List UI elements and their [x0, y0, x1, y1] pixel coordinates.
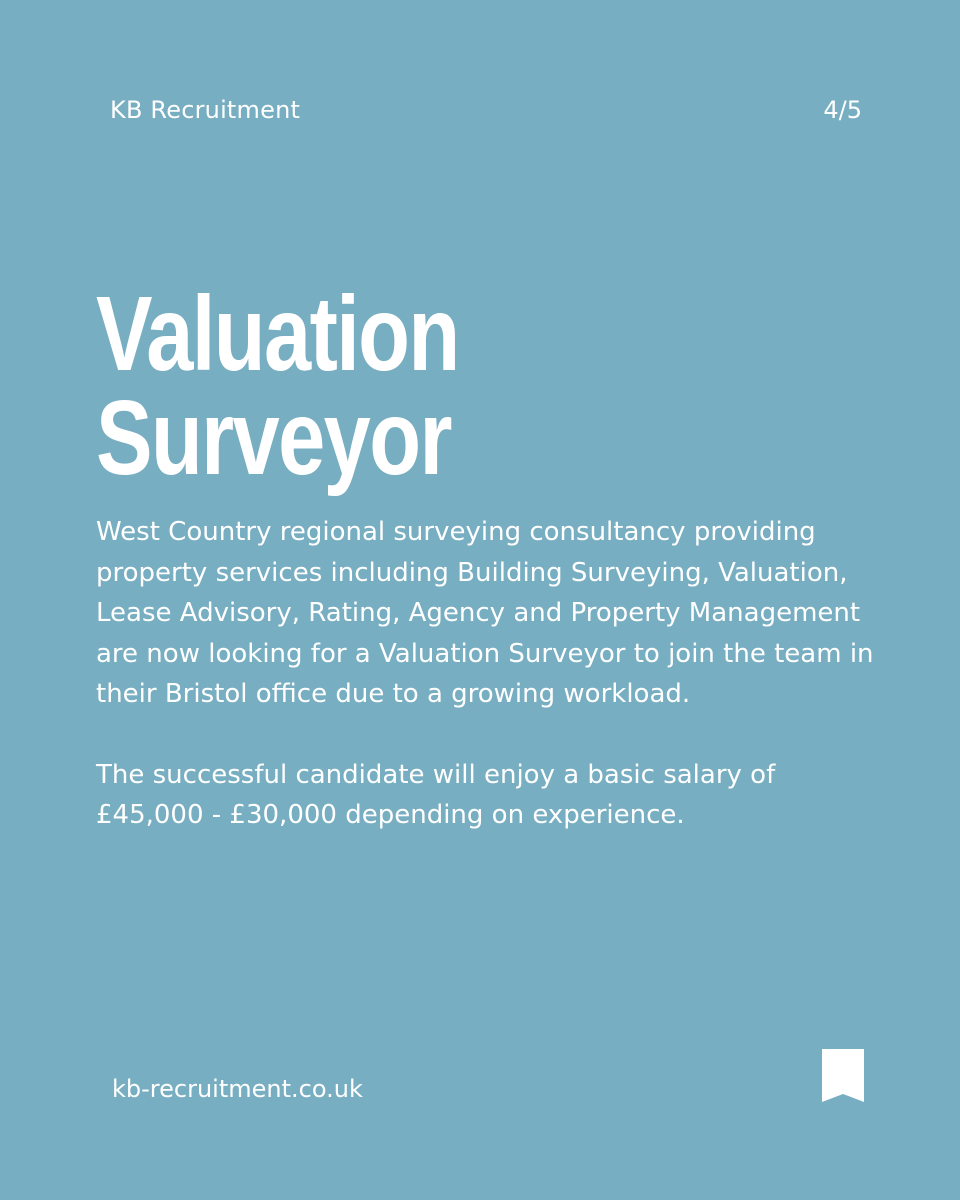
bookmark-shape — [822, 1049, 864, 1102]
brand-name: KB Recruitment — [110, 96, 301, 124]
description-paragraph: West Country regional surveying consultancy providing property services including Building Surveying, Valuation, Lease Advisory, Rating, Agency and Property Management are now looking for a Valuation Surveyor to join the team in their Bristol office due to a growing workload. — [96, 517, 874, 709]
job-description — [96, 512, 876, 836]
job-title — [96, 275, 459, 497]
salary-paragraph: The successful candidate will enjoy a basic salary of £45,000 - £30,000 depending on experience. — [96, 759, 776, 830]
page-counter: 4/5 — [823, 96, 862, 124]
bookmark-icon[interactable] — [822, 1049, 864, 1102]
website-link[interactable]: kb-recruitment.co.uk — [112, 1075, 363, 1103]
job-title-line-2: Surveyor — [96, 379, 451, 497]
job-title-line-1: Valuation — [96, 275, 459, 393]
